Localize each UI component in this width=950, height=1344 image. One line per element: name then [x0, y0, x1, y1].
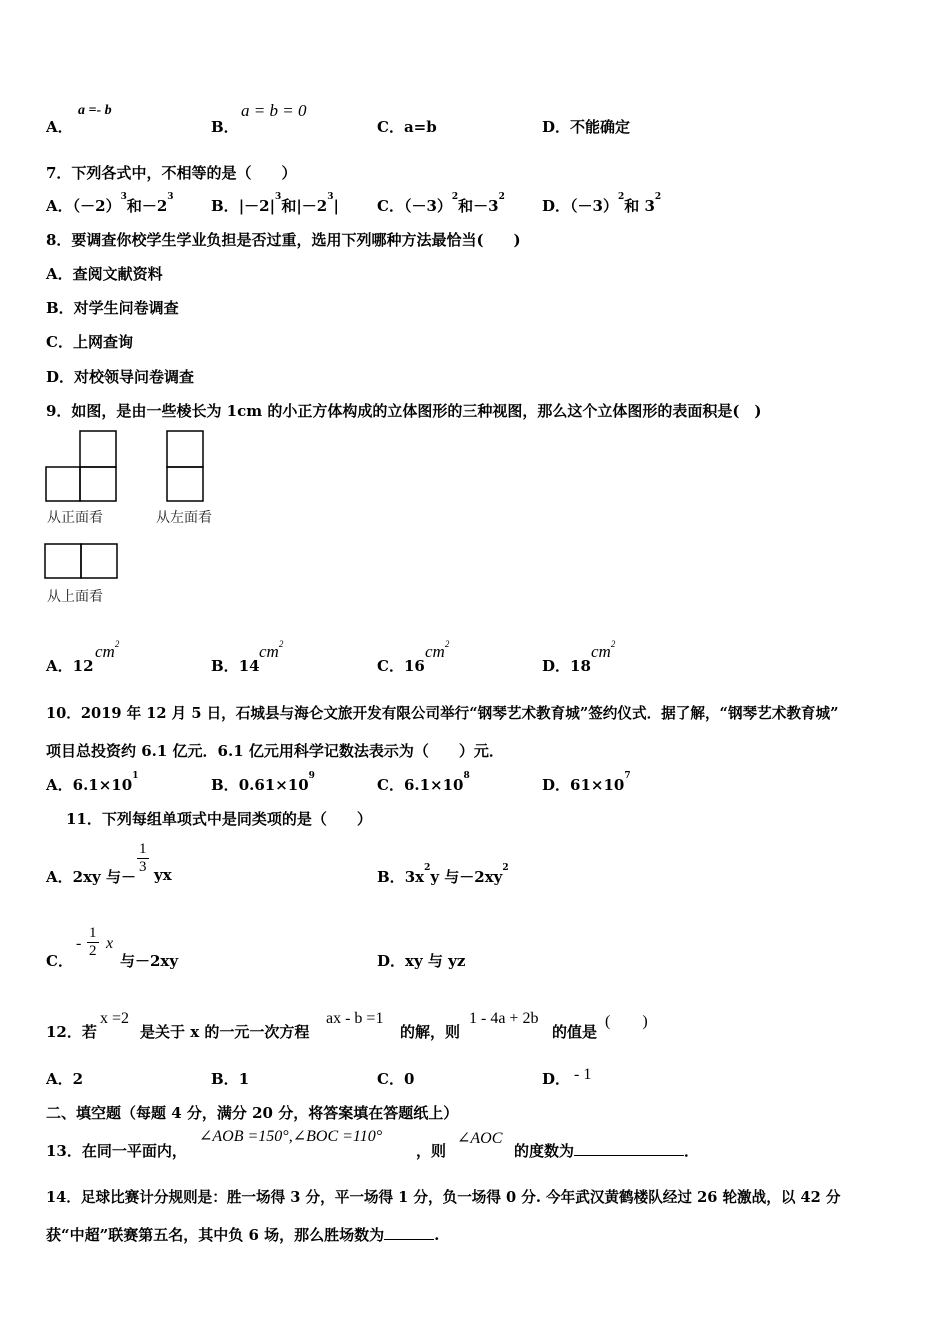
q6-option-b-expr: a = b = 0 — [241, 101, 307, 120]
q14-line2-text: 获“中超”联赛第五名，其中负 6 场，那么胜场数为 — [46, 1226, 385, 1244]
numerator: 1 — [139, 841, 147, 857]
q8-option-a: A．查阅文献资料 — [46, 265, 163, 283]
front-view-label: 从正面看 — [47, 510, 103, 526]
section-heading: 二、填空题（每题 4 分，满分 20 分，将答案填在答题纸上） — [46, 1104, 459, 1122]
option-text: （－3） — [403, 197, 452, 215]
q6-option-c — [377, 116, 437, 137]
option-text: 和|－2 — [281, 197, 328, 215]
option-text: a=b — [403, 118, 437, 136]
option-text: （－2） — [72, 197, 121, 215]
left-view-diagram — [164, 428, 208, 504]
option-text: 6.1×10 — [403, 776, 464, 794]
denominator: 3 — [139, 858, 147, 875]
option-value: 12 — [72, 657, 94, 675]
q12-answer-paren: ( ) — [605, 1013, 648, 1030]
exponent: 9 — [308, 771, 315, 781]
q13-post — [514, 1140, 699, 1161]
q7-option-c — [377, 192, 505, 216]
q11-c-minus: - — [76, 935, 82, 952]
q12-expression: 1 - 4a + 2b — [469, 1010, 539, 1027]
q11-option-c-post: 与－2xy — [120, 952, 179, 970]
q12-pre: 12．若 — [46, 1023, 97, 1041]
q7-option-d — [542, 192, 662, 216]
q11-option-d — [377, 950, 465, 971]
q11-c-var: x — [106, 935, 114, 952]
option-text: 1 — [238, 1070, 250, 1088]
option-text: 2xy 与－ — [72, 868, 136, 886]
q12-option-c — [377, 1068, 414, 1089]
option-label: A． — [46, 197, 73, 215]
exponent: 2 — [654, 192, 662, 202]
option-label: A． — [46, 118, 73, 136]
option-label: A． — [46, 1070, 73, 1088]
option-label: D． — [542, 118, 571, 136]
option-label: B． — [211, 1070, 239, 1088]
exponent: 2 — [424, 863, 431, 873]
q6-option-b-label: B． — [211, 118, 239, 136]
option-label: B． — [211, 197, 239, 215]
unit: cm — [95, 642, 115, 661]
q14-end: . — [434, 1226, 440, 1244]
q11-option-c-label: C． — [46, 952, 73, 970]
option-label: A． — [46, 868, 73, 886]
q14-stem-line1: 14．足球比赛计分规则是：胜一场得 3 分，平一场得 1 分，负一场得 0 分. 今年武汉黄鹤楼队经过 26 轮激战，以 42 分 — [46, 1189, 841, 1206]
q11-option-b — [377, 863, 509, 887]
option-value: 18 — [570, 657, 591, 675]
q12-option-d-value: - 1 — [574, 1066, 592, 1083]
option-label: C． — [377, 1070, 404, 1088]
q9-option-b — [211, 655, 260, 676]
q6-option-d — [542, 116, 630, 137]
q10-stem-line2: 项目总投资约 6.1 亿元．6.1 亿元用科学记数法表示为（ ）元． — [46, 742, 504, 760]
option-label: B． — [211, 657, 239, 675]
q12-option-a — [46, 1068, 83, 1089]
q12-post: 的值是 — [552, 1023, 598, 1041]
option-label: C． — [377, 197, 404, 215]
unit-exponent: 2 — [610, 639, 616, 649]
q9-option-a — [46, 655, 94, 676]
unit: cm — [259, 642, 279, 661]
option-text: 和－3 — [458, 197, 499, 215]
q11-c-fraction — [87, 925, 99, 959]
option-value: 16 — [403, 657, 425, 675]
q8-option-d: D．对校领导问卷调查 — [46, 368, 195, 386]
exponent: 2 — [451, 192, 459, 202]
q12-mid: 是关于 x 的一元一次方程 — [140, 1023, 310, 1041]
q13-answer-blank[interactable] — [574, 1141, 684, 1156]
q13-pre: 13．在同一平面内， — [46, 1142, 187, 1160]
option-label: C． — [377, 118, 404, 136]
option-text: xy 与 yz — [405, 952, 466, 970]
option-text: （－3） — [570, 197, 618, 215]
q11-option-a-post: yx — [154, 866, 172, 884]
exponent: 7 — [624, 771, 631, 781]
q10-stem-line1: 10．2019 年 12 月 5 日，石城县与海仑文旅开发有限公司举行“钢琴艺术教育城”签约仪式．据了解，“钢琴艺术教育城” — [46, 705, 839, 722]
option-text: 和 3 — [624, 197, 655, 215]
exponent: 3 — [120, 192, 127, 202]
option-text: 61×10 — [570, 776, 625, 794]
q6-option-a — [46, 116, 73, 137]
q12-equation: ax - b =1 — [326, 1010, 384, 1027]
q8-option-b: B．对学生问卷调查 — [46, 299, 179, 317]
q13-mid: ，则 — [416, 1142, 447, 1160]
q6-option-a-expr: a =- b — [78, 103, 112, 118]
option-text: 2 — [72, 1070, 84, 1088]
q13-angles: ∠AOB =150°,∠BOC =110° — [199, 1128, 383, 1145]
q11-stem: 11．下列每组单项式中是同类项的是（ ） — [66, 810, 372, 828]
exponent: 2 — [502, 863, 509, 873]
q9-option-d — [542, 655, 591, 676]
option-label: C． — [377, 776, 404, 794]
option-text: 6.1×10 — [72, 776, 133, 794]
option-label: A． — [46, 776, 73, 794]
q7-option-a — [46, 192, 174, 216]
q14-answer-blank[interactable] — [384, 1225, 434, 1240]
numerator: 1 — [89, 925, 97, 941]
q10-option-c — [377, 771, 470, 795]
unit-exponent: 2 — [278, 639, 284, 649]
unit: cm — [591, 642, 611, 661]
q12-option-d-label: D． — [542, 1070, 571, 1088]
q10-option-d — [542, 771, 631, 795]
exponent: 3 — [327, 192, 334, 202]
option-text: 0.61×10 — [238, 776, 309, 794]
q9-option-d-unit — [591, 639, 616, 662]
q9-stem: 9．如图，是由一些棱长为 1cm 的小正方体构成的立体图形的三种视图，那么这个立体图形的表面积是( ) — [46, 402, 762, 420]
q14-stem-line2 — [46, 1224, 439, 1245]
unit-exponent: 2 — [444, 639, 450, 649]
q8-stem: 8．要调查你校学生学业负担是否过重，选用下列哪种方法最恰当( ) — [46, 231, 521, 249]
option-label: D． — [542, 776, 571, 794]
option-text: | — [333, 197, 339, 215]
option-text: y 与－2xy — [430, 868, 503, 886]
q10-option-a — [46, 771, 139, 795]
option-label: D． — [542, 197, 571, 215]
q8-option-c: C．上网查询 — [46, 333, 133, 351]
option-text: 3x — [404, 868, 425, 886]
option-label: A． — [46, 657, 73, 675]
exponent: 2 — [498, 192, 505, 202]
unit-exponent: 2 — [114, 639, 120, 649]
option-text: 0 — [403, 1070, 415, 1088]
option-text: 和－2 — [126, 197, 168, 215]
unit: cm — [425, 642, 445, 661]
q13-post-text: 的度数为 — [514, 1142, 575, 1160]
exponent: 2 — [617, 192, 625, 202]
top-view-diagram — [43, 541, 121, 581]
option-label: B． — [377, 868, 405, 886]
q12-condition: x =2 — [100, 1010, 130, 1027]
q11-option-a — [46, 866, 136, 887]
exponent: 8 — [463, 771, 470, 781]
q9-option-c — [377, 655, 425, 676]
q9-option-c-unit — [425, 639, 450, 662]
left-view-label: 从左面看 — [156, 510, 212, 526]
option-text: |－2| — [238, 197, 276, 215]
q7-stem: 7．下列各式中，不相等的是（ ） — [46, 164, 297, 182]
q12-option-b — [211, 1068, 249, 1089]
q9-option-a-unit — [95, 639, 120, 662]
option-value: 14 — [238, 657, 260, 675]
q9-option-b-unit — [259, 639, 284, 662]
q12-mid2: 的解，则 — [400, 1023, 461, 1041]
q7-option-b — [211, 192, 339, 216]
top-view-label: 从上面看 — [47, 589, 103, 605]
q13-end: ． — [684, 1142, 700, 1160]
option-label: D． — [542, 657, 571, 675]
q10-option-b — [211, 771, 315, 795]
option-label: C． — [377, 657, 404, 675]
denominator: 2 — [89, 942, 97, 959]
front-view-diagram — [44, 428, 124, 504]
exponent: 3 — [167, 192, 174, 202]
exponent: 1 — [132, 771, 139, 781]
exponent: 3 — [275, 192, 282, 202]
option-label: D． — [377, 952, 406, 970]
option-text: 不能确定 — [570, 118, 631, 136]
q11-a-fraction — [137, 841, 149, 875]
q13-target: ∠AOC — [457, 1130, 503, 1147]
option-label: B． — [211, 776, 239, 794]
